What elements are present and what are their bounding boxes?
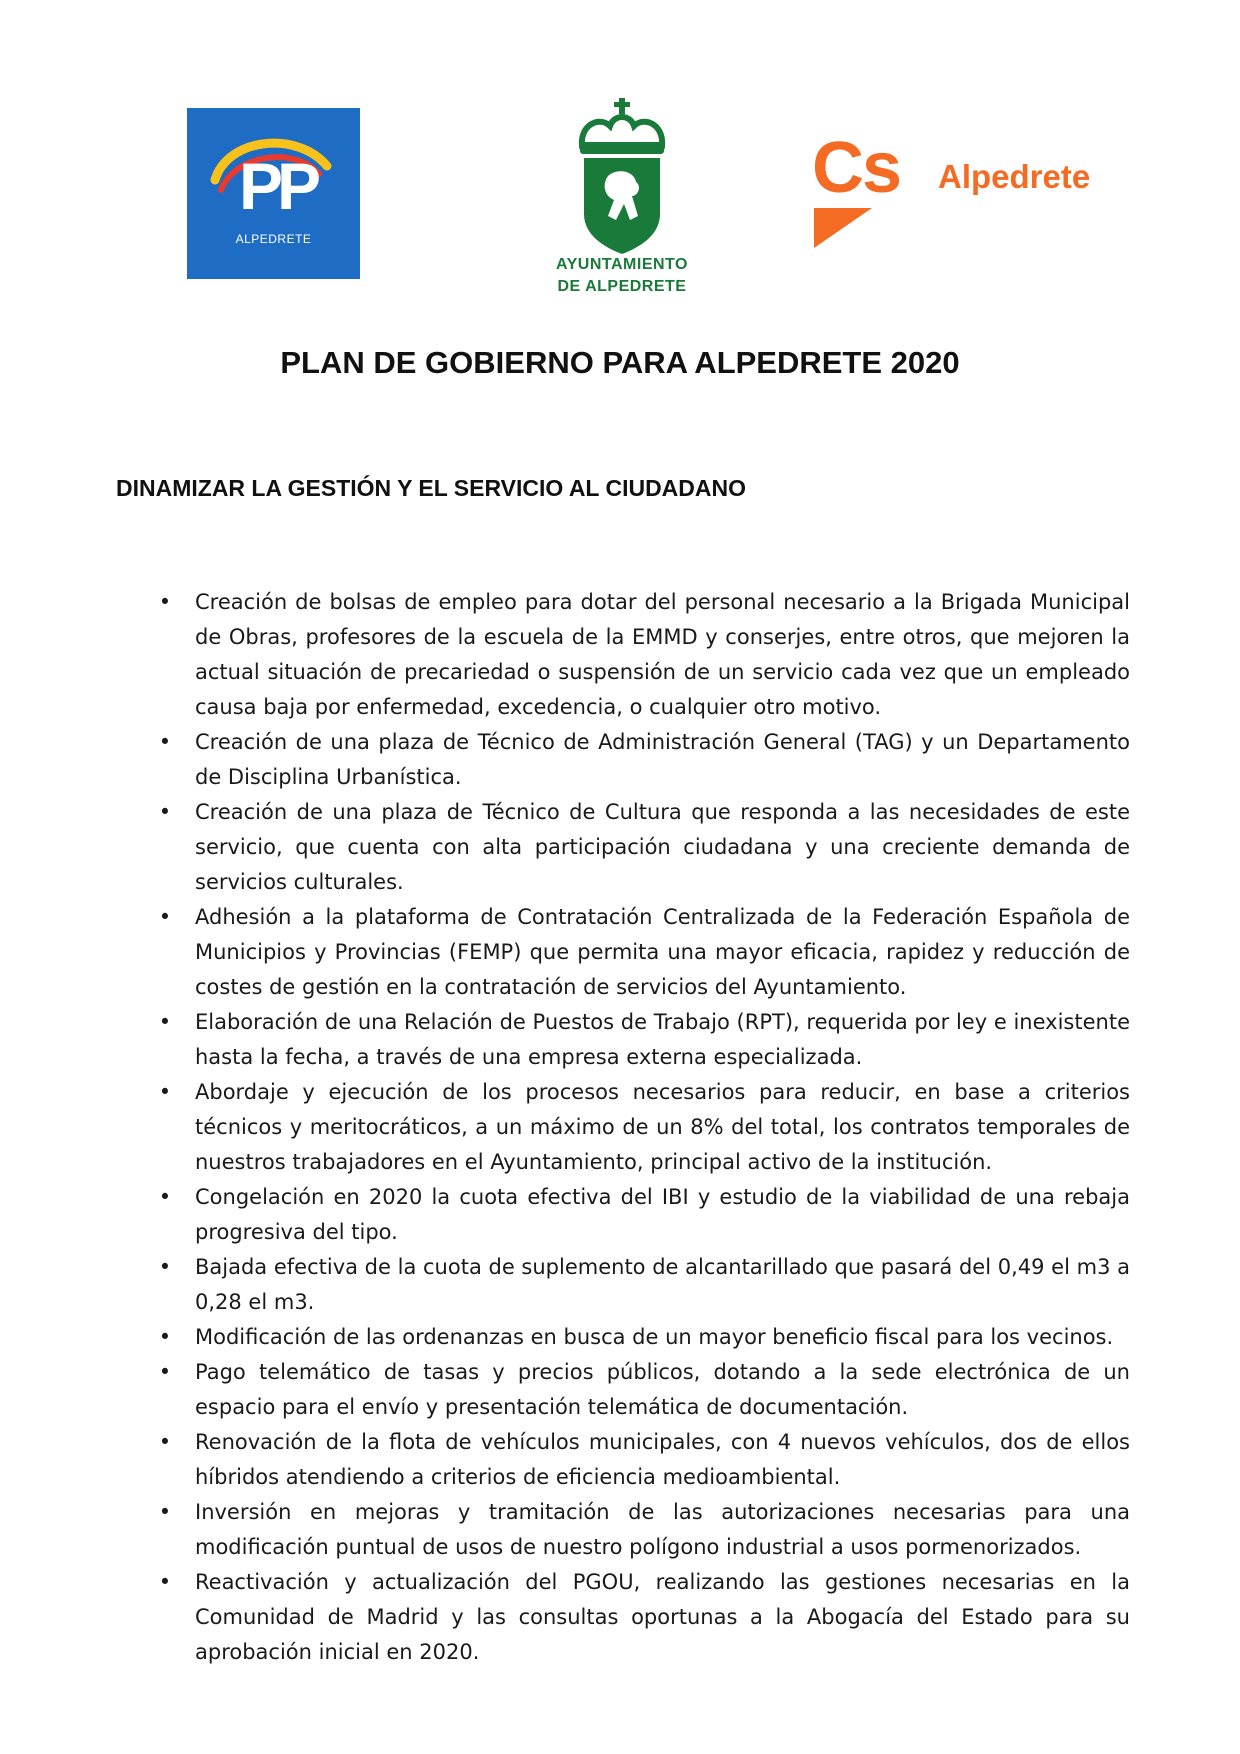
list-item-text: Inversión en mejoras y tramitación de las autorizaciones necesarias para una modificación puntual de usos de nuestro polígono industrial a usos pormenorizados. [195,1500,1130,1559]
bullet-icon: • [158,1430,172,1454]
list-item-text: Creación de bolsas de empleo para dotar del personal necesario a la Brigada Municipal de Obras, profesores de la escuela de la EMMD y conserjes, entre otros, que mejoren la actual situación de precariedad o suspensión de un servicio cada vez que un empleado causa baja por enfermedad, excedencia, o cualquier otro motivo. [195,590,1130,719]
list-item [158,795,1130,900]
list-item-text: Modificación de las ordenanzas en busca de un mayor beneficio fiscal para los vecinos. [195,1325,1114,1349]
bullet-icon: • [158,590,172,614]
list-item [158,1565,1130,1670]
list-item-text: Adhesión a la plataforma de Contratación Centralizada de la Federación Española de Municipios y Provincias (FEMP) que permita una mayor eficacia, rapidez y reducción de costes de gestión en la contratación de servicios del Ayuntamiento. [195,905,1130,999]
bullet-icon: • [158,905,172,929]
list-item [158,1075,1130,1180]
pp-logo-letters: PP [239,149,316,223]
list-item-text: Elaboración de una Relación de Puestos de Trabajo (RPT), requerida por ley e inexistente hasta la fecha, a través de una empresa externa especializada. [195,1010,1130,1069]
ayuntamiento-line-2: DE ALPEDRETE [557,278,687,295]
list-item-text: Renovación de la flota de vehículos municipales, con 4 nuevos vehículos, dos de ellos híbridos atendiendo a criterios de eficiencia medioambiental. [195,1430,1130,1489]
bullet-icon: • [158,1185,172,1209]
cs-logo-town: Alpedrete [938,158,1091,195]
document-title: PLAN DE GOBIERNO PARA ALPEDRETE 2020 [280,345,960,380]
list-item-text: Bajada efectiva de la cuota de suplemento de alcantarillado que pasará del 0,49 el m3 a 0,28 el m3. [195,1255,1130,1314]
list-item [158,1250,1130,1320]
coat-of-arms-icon [538,96,706,256]
list-item [158,900,1130,1005]
list-item [158,1320,1130,1355]
list-item-text: Pago telemático de tasas y precios públicos, dotando a la sede electrónica de un espacio para el envío y presentación telemática de documentación. [195,1360,1130,1419]
bullet-list [0,585,1240,1670]
list-item-text: Abordaje y ejecución de los procesos necesarios para reducir, en base a criterios técnicos y meritocráticos, a un máximo de un 8% del total, los contratos temporales de nuestros trabajadores en el Ayuntamiento, principal activo de la institución. [195,1080,1130,1174]
ayuntamiento-logo [538,96,706,296]
bullet-icon: • [158,1570,172,1594]
list-item [158,1495,1130,1565]
pp-logo [187,108,360,279]
ayuntamiento-name [538,254,706,298]
cs-logo [812,128,1122,252]
list-item [158,1180,1130,1250]
list-item-text: Creación de una plaza de Técnico de Administración General (TAG) y un Departamento de Disciplina Urbanística. [195,730,1130,789]
bullet-icon: • [158,1010,172,1034]
bullet-icon: • [158,730,172,754]
list-item [158,1005,1130,1075]
cs-logo-mark: Cs [812,128,901,208]
bullet-icon: • [158,1360,172,1384]
bullet-icon: • [158,1500,172,1524]
list-item [158,585,1130,725]
list-item [158,1355,1130,1425]
bullet-icon: • [158,800,172,824]
list-item [158,725,1130,795]
list-item-text: Reactivación y actualización del PGOU, realizando las gestiones necesarias en la Comunidad de Madrid y las consultas oportunas a la Abogacía del Estado para su aprobación inicial en 2020. [195,1570,1130,1664]
ayuntamiento-line-1: AYUNTAMIENTO [556,256,688,273]
bullet-icon: • [158,1325,172,1349]
list-item-text: Congelación en 2020 la cuota efectiva del IBI y estudio de la viabilidad de una rebaja progresiva del tipo. [195,1185,1130,1244]
bullet-icon: • [158,1255,172,1279]
section-title: DINAMIZAR LA GESTIÓN Y EL SERVICIO AL CIUDADANO [116,475,747,501]
pp-logo-subtitle: ALPEDRETE [235,232,312,246]
cs-arrow-icon [814,208,874,252]
bullet-icon: • [158,1080,172,1104]
list-item [158,1425,1130,1495]
list-item-text: Creación de una plaza de Técnico de Cultura que responda a las necesidades de este servicio, que cuenta con alta participación ciudadana y una creciente demanda de servicios culturales. [195,800,1130,894]
